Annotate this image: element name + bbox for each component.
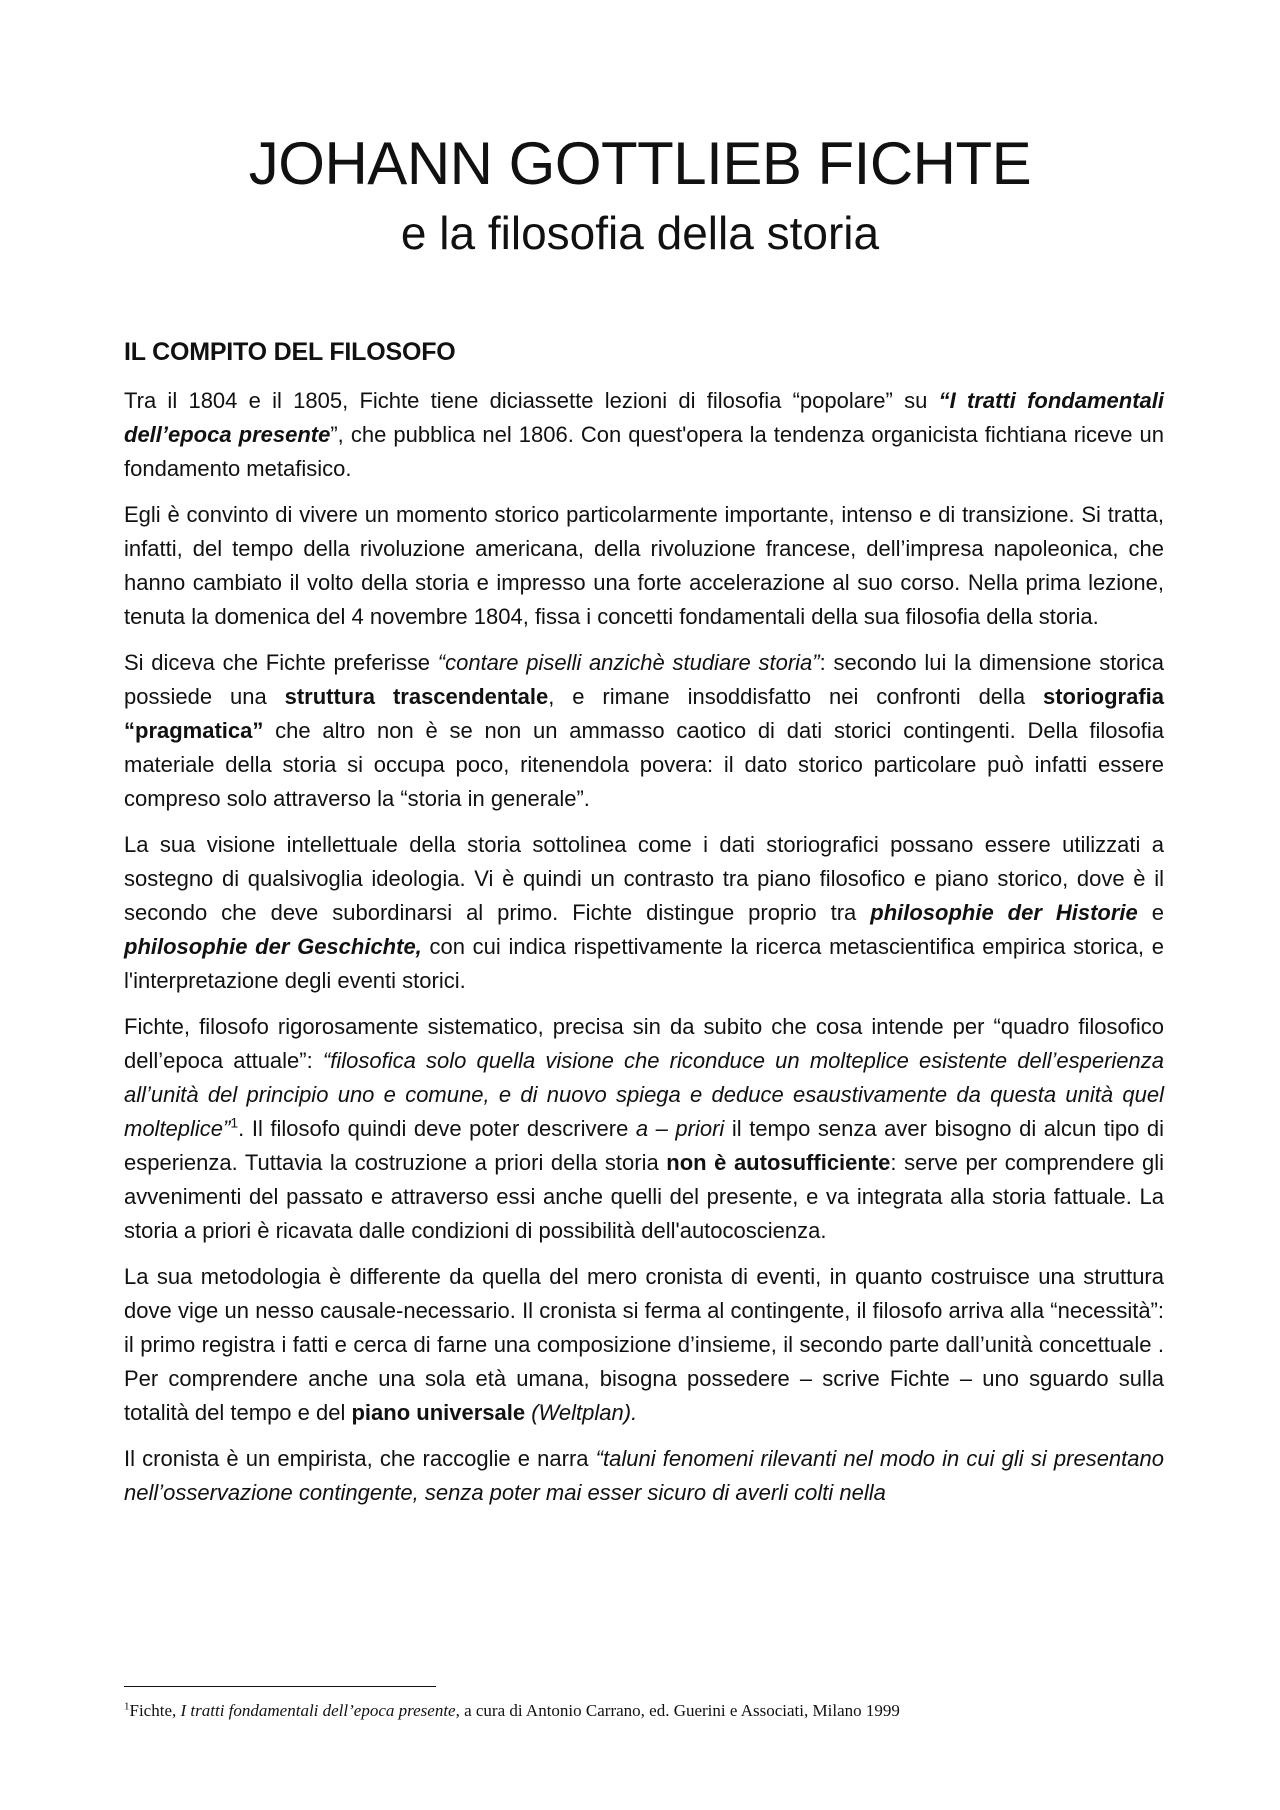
p4-text-e: con cui indica rispettivamente la ricerca metascientifica empirica storica, e l'interpretazione degli eventi storici. xyxy=(124,934,1164,993)
document-title: JOHANN GOTTLIEB FICHTE xyxy=(248,130,1032,197)
paragraph-2 xyxy=(124,498,1164,634)
p5-text-a: Fichte, filosofo rigorosamente sistematico, precisa sin da subito che cosa intende per “quadro filosofico dell’epoca attuale”: xyxy=(124,1014,1164,1073)
p5-quote: “filosofica solo quella visione che riconduce un molteplice esistente dell’esperienza all’unità del principio uno e comune, e di nuovo spiega e deduce esaustivamente da questa unità quel molteplice” xyxy=(124,1048,1164,1141)
section-heading: IL COMPITO DEL FILOSOFO xyxy=(124,338,456,366)
footnote-reference[interactable]: 1 xyxy=(230,1114,239,1131)
footnote-author: Fichte, xyxy=(129,1701,181,1720)
p3-text-g: che altro non è se non un ammasso caotico di dati storici contingenti. Della filosofia materiale della storia si occupa poco, ritenendola povera: il dato storico particolare può infatti essere compreso solo attraverso la “storia in generale”. xyxy=(124,718,1164,811)
p1-book-title: “I tratti fondamentali dell’epoca presente xyxy=(124,388,1164,447)
p3-text-c: : secondo lui la dimensione storica possiede una xyxy=(124,650,1164,709)
p1-text-a: Tra il 1804 e il 1805, Fichte tiene diciassette lezioni di filosofia “popolare” su xyxy=(124,388,939,413)
p7-text-a: Il cronista è un empirista, che raccoglie e narra xyxy=(124,1446,596,1471)
p3-bold-term-2: storiografia “pragmatica” xyxy=(124,684,1164,743)
p6-text-a: La sua metodologia è differente da quella del mero cronista di eventi, in quanto costruisce una struttura dove vige un nesso causale-necessario. Il cronista si ferma al contingente, il filosofo arriva alla “necessità”: il primo registra i fatti e cerca di farne una composizione d’insieme, il secondo parte dall’unità concettuale . Per comprendere anche una sola età umana, bisogna possedere – scrive Fichte – uno sguardo sulla totalità del tempo e del xyxy=(124,1264,1164,1425)
paragraph-7 xyxy=(124,1442,1164,1510)
p4-text-c: e xyxy=(1137,900,1164,925)
p3-text-a: Si diceva che Fichte preferisse xyxy=(124,650,438,675)
p4-term-geschichte: philosophie der Geschichte, xyxy=(124,934,422,959)
p3-text-e: , e rimane insoddisfatto nei confronti della xyxy=(548,684,1043,709)
p5-text-e: il tempo senza aver bisogno di alcun tipo di esperienza. Tuttavia la costruzione a priori della storia xyxy=(124,1116,1165,1175)
body-text xyxy=(124,384,1164,1522)
footnote-number: 1 xyxy=(124,1700,130,1713)
paragraph-5 xyxy=(124,1010,1164,1248)
p3-bold-term-1: struttura trascendentale xyxy=(284,684,549,709)
document-subtitle: e la filosofia della storia xyxy=(400,207,880,259)
footnote-details: , a cura di Antonio Carrano, ed. Guerini e Associati, Milano 1999 xyxy=(455,1701,900,1720)
p2-text-a: Egli è convinto di vivere un momento storico particolarmente importante, intenso e di transizione. Si tratta, infatti, del tempo della rivoluzione americana, della rivoluzione francese, dell’impresa napoleonica, che hanno cambiato il volto della storia e impresso una forte accelerazione al suo corso. Nella prima lezione, tenuta la domenica del 4 novembre 1804, fissa i concetti fondamentali della sua filosofia della storia. xyxy=(124,502,1164,629)
p4-text-a: La sua visione intellettuale della storia sottolinea come i dati storiografici possano essere utilizzati a sostegno di qualsivoglia ideologia. Vi è quindi un contrasto tra piano filosofico e piano storico, dove è il secondo che deve subordinarsi al primo. Fichte distingue proprio tra xyxy=(124,832,1164,925)
footnote xyxy=(124,1700,1174,1722)
paragraph-1 xyxy=(124,384,1164,486)
paragraph-3 xyxy=(124,646,1164,816)
title-block xyxy=(0,128,1280,262)
p6-weltplan: (Weltplan). xyxy=(525,1400,638,1425)
p5-bold-term: non è autosufficiente xyxy=(666,1150,891,1175)
p5-text-g: : serve per comprendere gli avvenimenti del passato e attraverso essi anche quelli del presente, e va integrata alla storia fattuale. La storia a priori è ricavata dalle condizioni di possibilità dell'autocoscienza. xyxy=(124,1150,1164,1243)
p1-text-c: ”, che pubblica nel 1806. Con quest'opera la tendenza organicista fichtiana riceve un fondamento metafisico. xyxy=(124,422,1164,481)
p7-quote: “taluni fenomeni rilevanti nel modo in cui gli si presentano nell’osservazione contingente, senza poter mai esser sicuro di averli colti nella xyxy=(124,1446,1164,1505)
p6-bold-term: piano universale xyxy=(351,1400,526,1425)
p5-a-priori: a – priori xyxy=(635,1116,725,1141)
paragraph-4 xyxy=(124,828,1164,998)
p5-text-c: . Il filosofo quindi deve poter descrivere xyxy=(238,1116,636,1141)
p4-term-historie: philosophie der Historie xyxy=(870,900,1138,925)
footnote-work-title: I tratti fondamentali dell’epoca presente xyxy=(180,1701,456,1720)
p3-quote: “contare piselli anzichè studiare storia” xyxy=(437,650,820,675)
paragraph-6 xyxy=(124,1260,1164,1430)
footnote-divider xyxy=(124,1686,436,1687)
